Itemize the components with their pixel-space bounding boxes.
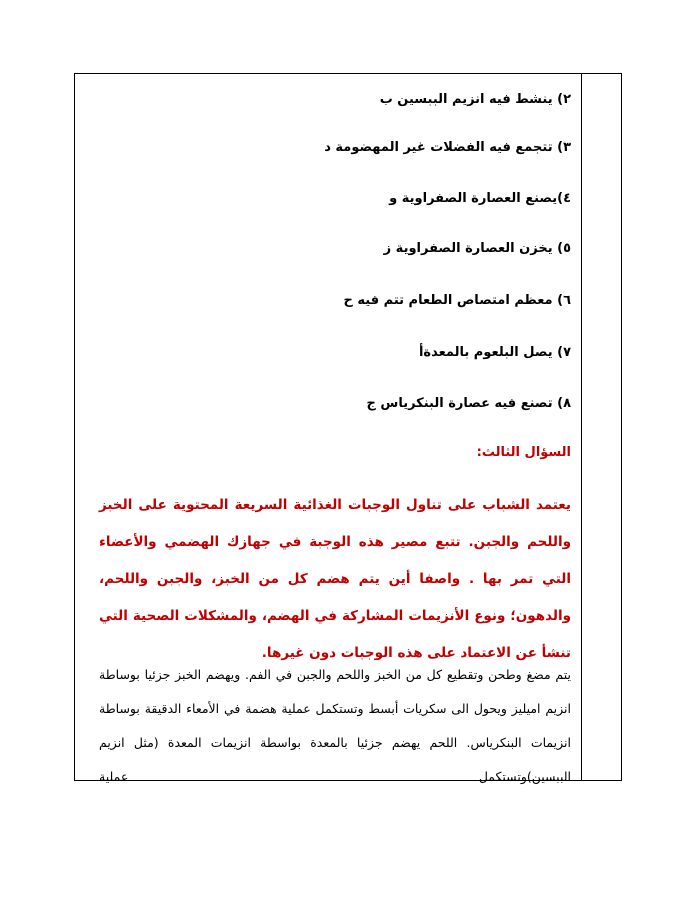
list-item: ٢) ينشط فيه انزيم الببسين ب <box>379 92 571 107</box>
list-item: ٦) معظم امتصاص الطعام تتم فيه ح <box>343 293 571 308</box>
list-item: ٣) تتجمع فيه الفضلات غير المهضومة د <box>324 140 571 155</box>
column-divider <box>581 74 582 780</box>
answer-text: يتم مضغ وطحن وتقطيع كل من الخبز واللحم والجبن في الفم. ويهضم الخبز جزئيا بوساطة انزيم اميليز ويحول الى سكريات أبسط وتستكمل عملية هضمة في الأمعاء الدقيقة بوساطة انزيمات البنكرياس. اللحم يهضم جزئيا بالمعدة بواسطة انزيمات المعدة (مثل انزيم الببسين)وتستكمل عملية <box>99 667 571 784</box>
table-frame <box>74 73 622 784</box>
list-item: ٤)يصنع العصارة الصفراوية و <box>389 191 571 206</box>
list-item: ٧) يصل البلعوم بالمعدةأ <box>418 345 571 360</box>
list-item: ٨) تصنع فيه عصارة البنكرياس ج <box>366 396 571 411</box>
list-item: ٥) يخزن العصارة الصفراوية ز <box>383 241 571 256</box>
question-text: يعتمد الشباب على تناول الوجبات الغذائية السريعة المحتوية على الخبز واللحم والجبن. تتبع مصير هذه الوجبة في جهازك الهضمي والأعضاء التي تمر بها . واصفا أين يتم هضم كل من الخبز، والجبن واللحم، والدهون؛ ونوع الأنزيمات المشاركة في الهضم، والمشكلات الصحية التي تنشأ عن الاعتماد على هذه الوجبات دون غيرها. <box>99 497 571 661</box>
question-heading: السؤال الثالث: <box>476 445 571 460</box>
